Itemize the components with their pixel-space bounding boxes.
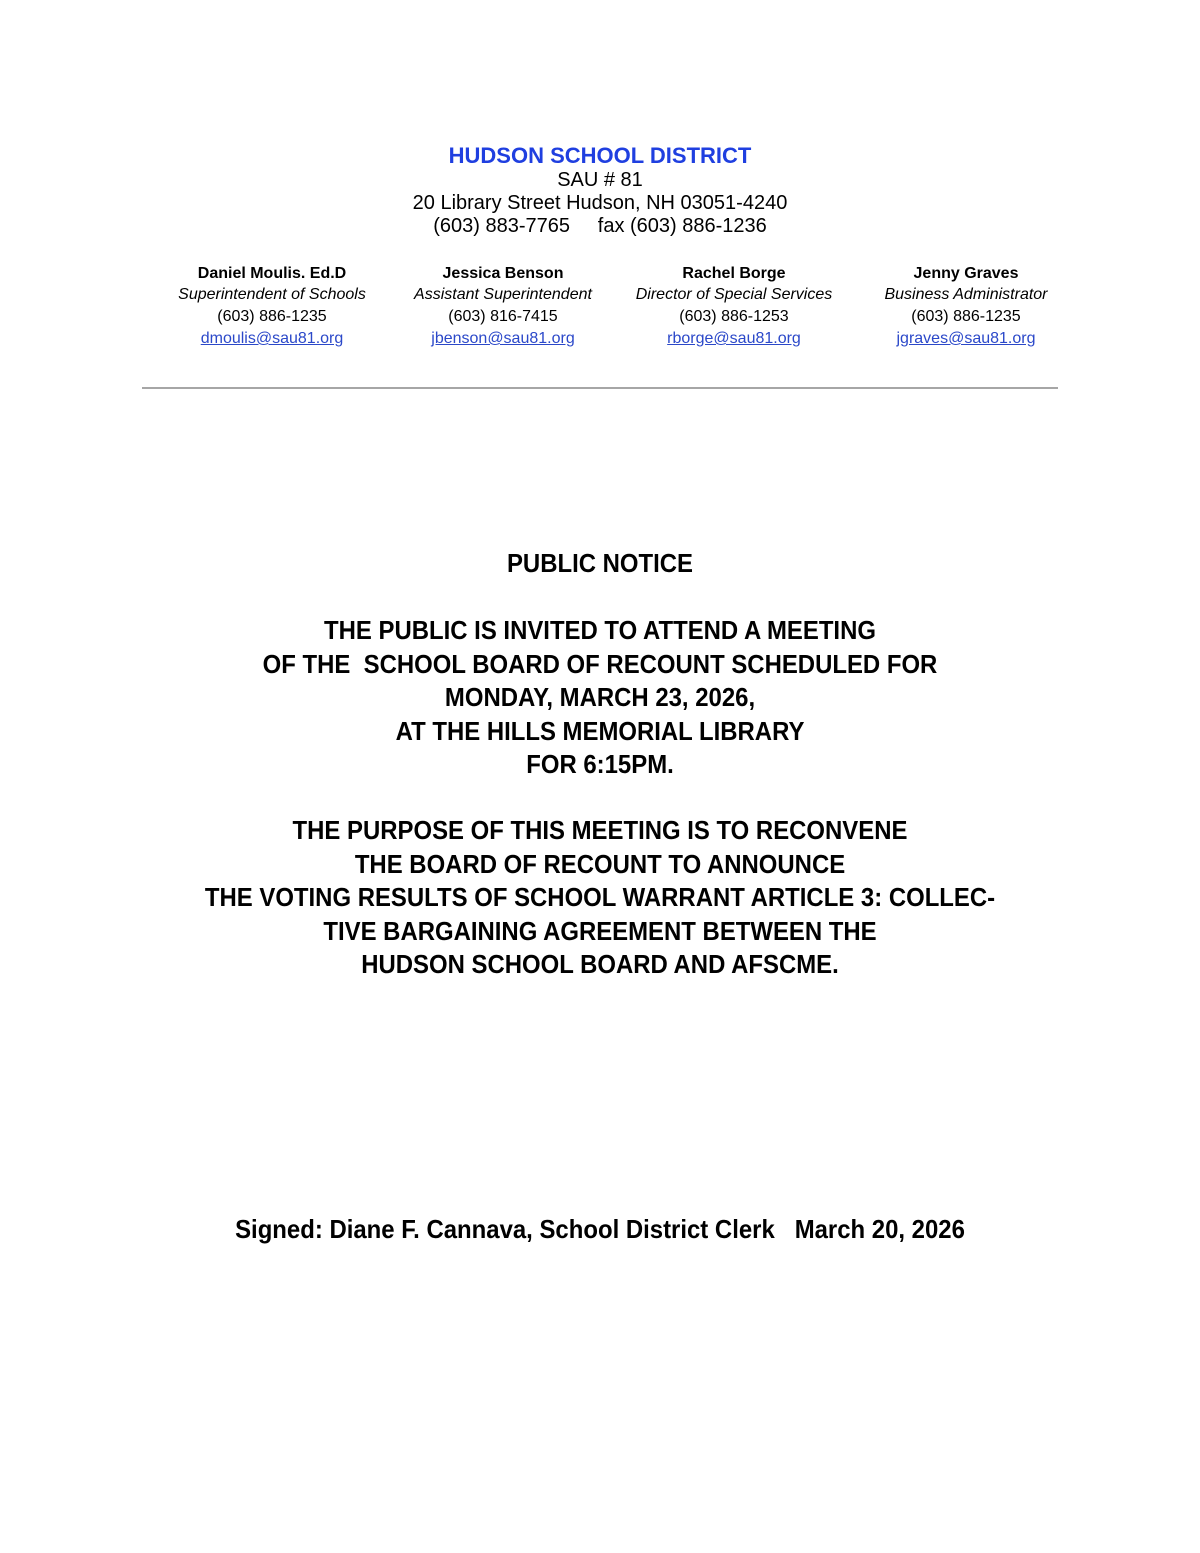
invite-line: OF THE SCHOOL BOARD OF RECOUNT SCHEDULED FOR xyxy=(262,648,938,679)
staff-title: Director of Special Services xyxy=(635,286,833,303)
letterhead xyxy=(0,143,1200,238)
staff-title: Superintendent of Schools xyxy=(178,286,366,303)
staff-email-link[interactable]: jbenson@sau81.org xyxy=(431,330,575,347)
staff-name: Rachel Borge xyxy=(682,265,786,282)
staff-name: Daniel Moulis. Ed.D xyxy=(197,265,347,282)
invite-line: FOR 6:15PM. xyxy=(526,749,674,779)
staff-phone: (603) 886-1235 xyxy=(217,308,327,325)
staff-member-assistant-superintendent xyxy=(383,263,623,349)
staff-member-superintendent xyxy=(152,263,392,349)
purpose-line: THE PURPOSE OF THIS MEETING IS TO RECONVENE xyxy=(292,815,908,845)
staff-title: Assistant Superintendent xyxy=(414,286,592,303)
district-phone-fax: (603) 883-7765 fax (603) 886-1236 xyxy=(433,215,767,237)
notice-title: PUBLIC NOTICE xyxy=(506,548,694,578)
staff-title: Business Administrator xyxy=(884,286,1048,303)
purpose-line: TIVE BARGAINING AGREEMENT BETWEEN THE xyxy=(323,915,877,946)
staff-phone: (603) 886-1235 xyxy=(911,308,1021,325)
notice-purpose xyxy=(48,814,1152,982)
purpose-line: HUDSON SCHOOL BOARD AND AFSCME. xyxy=(361,949,839,979)
staff-phone: (603) 886-1253 xyxy=(679,308,789,325)
staff-name: Jessica Benson xyxy=(442,265,564,282)
staff-member-business-administrator xyxy=(846,263,1086,349)
staff-name: Jenny Graves xyxy=(913,265,1019,282)
staff-email-link[interactable]: jgraves@sau81.org xyxy=(896,330,1036,347)
staff-email-link[interactable]: rborge@sau81.org xyxy=(667,330,801,347)
district-address: 20 Library Street Hudson, NH 03051-4240 xyxy=(412,192,788,214)
notice-invitation xyxy=(48,614,1152,782)
letterhead-divider xyxy=(142,387,1058,389)
invite-line: MONDAY, MARCH 23, 2026, xyxy=(444,682,756,712)
purpose-line: THE BOARD OF RECOUNT TO ANNOUNCE xyxy=(354,848,846,879)
invite-line: AT THE HILLS MEMORIAL LIBRARY xyxy=(395,715,805,746)
purpose-line: THE VOTING RESULTS OF SCHOOL WARRANT ARTICLE 3: COLLEC- xyxy=(204,882,996,912)
invite-line: THE PUBLIC IS INVITED TO ATTEND A MEETING xyxy=(324,615,876,645)
sau-number: SAU # 81 xyxy=(557,169,643,191)
staff-member-special-services xyxy=(614,263,854,349)
staff-phone: (603) 816-7415 xyxy=(448,308,558,325)
staff-email-link[interactable]: dmoulis@sau81.org xyxy=(200,330,344,347)
clerk-signature: Signed: Diane F. Cannava, School District Clerk March 20, 2026 xyxy=(235,1214,965,1244)
district-name: HUDSON SCHOOL DISTRICT xyxy=(448,143,752,168)
